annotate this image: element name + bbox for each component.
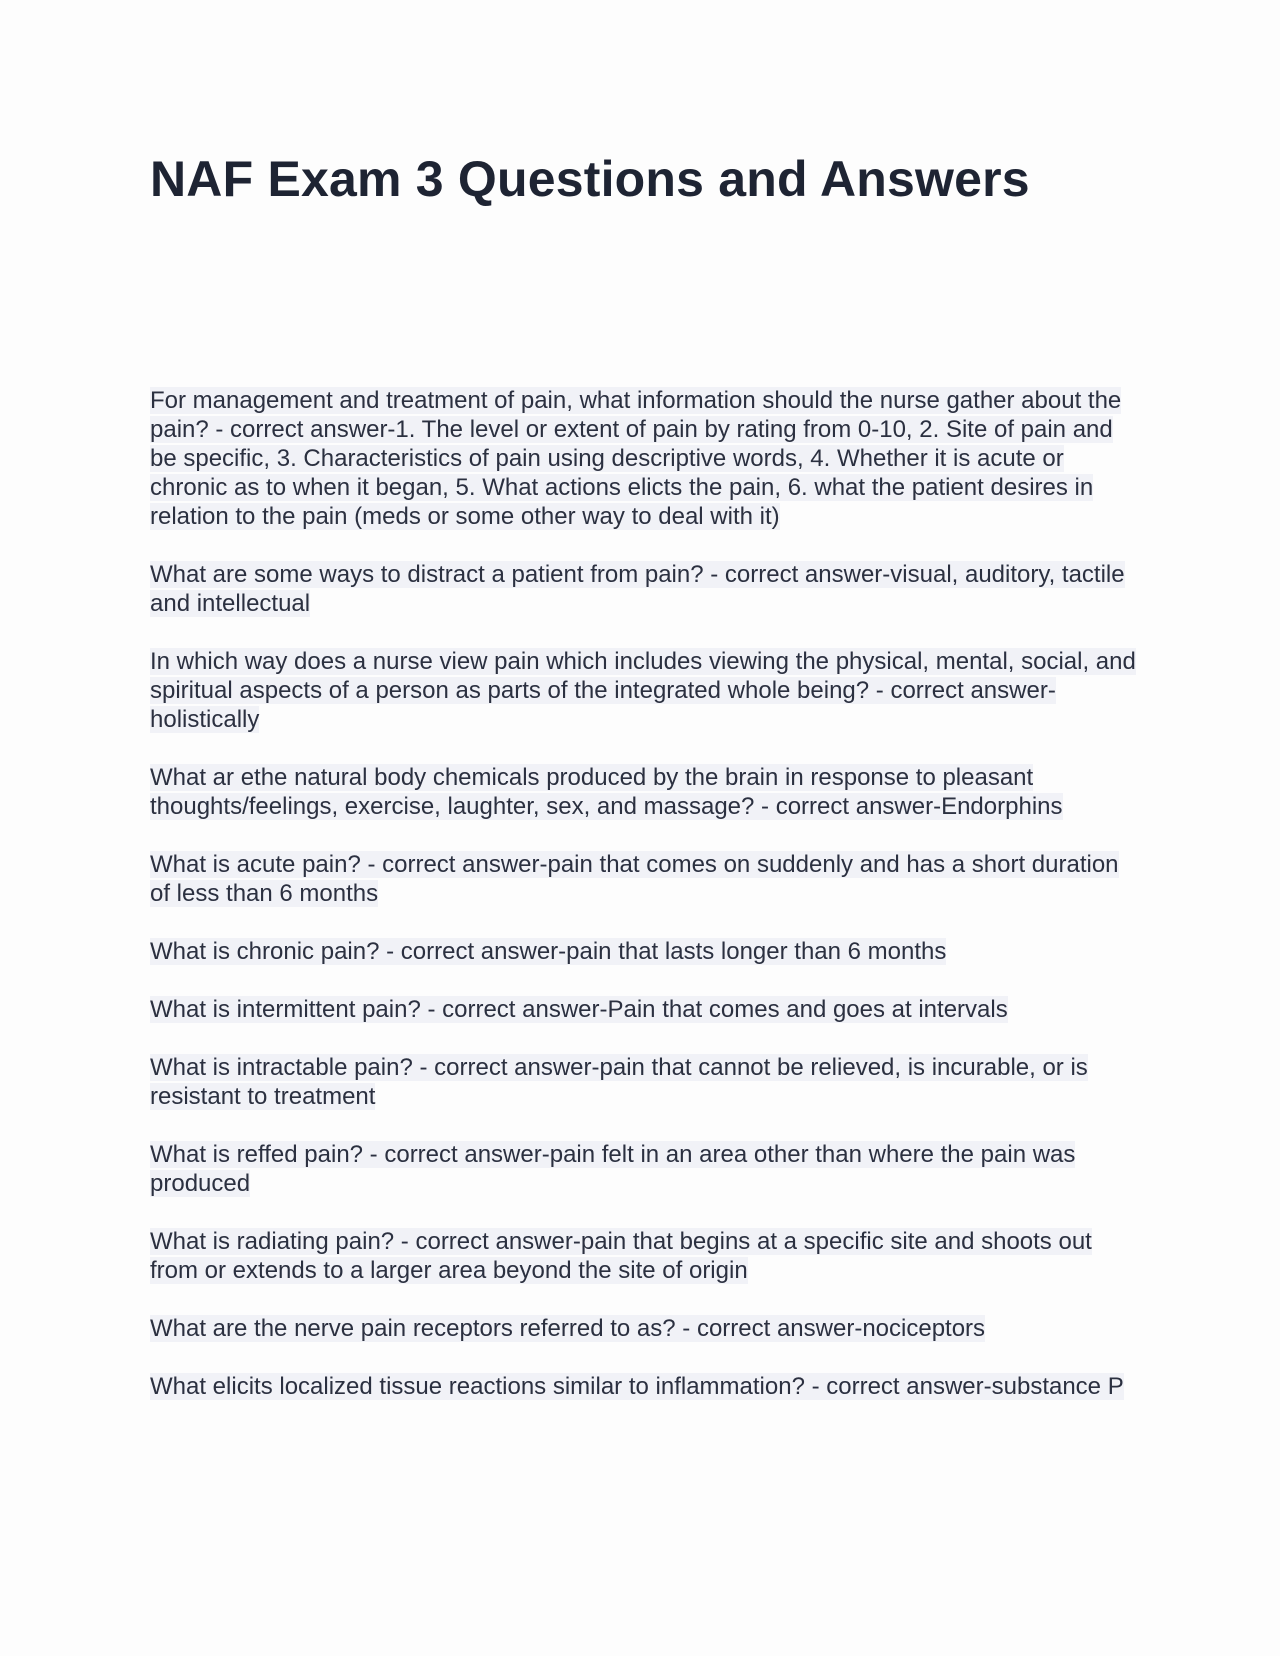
qa-item	[150, 647, 1140, 734]
qa-item	[150, 763, 1140, 821]
qa-item	[150, 1372, 1140, 1401]
qa-text: What elicits localized tissue reactions similar to inflammation? - correct answer-substance P	[150, 1373, 1124, 1400]
qa-text: For management and treatment of pain, what information should the nurse gather about the pain? - correct answer-1. The level or extent of pain by rating from 0-10, 2. Site of pain and be specific, 3. Characteristics of pain using descriptive words, 4. Whether it is acute or chronic as to when it began, 5. What actions elicts the pain, 6. what the patient desires in relation to the pain (meds or some other way to deal with it)	[150, 387, 1122, 530]
qa-item	[150, 1053, 1140, 1111]
qa-item	[150, 1314, 1140, 1343]
document-title: NAF Exam 3 Questions and Answers	[150, 151, 1030, 207]
qa-item	[150, 1140, 1140, 1198]
qa-text: What is reffed pain? - correct answer-pain felt in an area other than where the pain was produced	[150, 1141, 1076, 1197]
qa-item	[150, 995, 1140, 1024]
qa-text: What is intermittent pain? - correct answer-Pain that comes and goes at intervals	[150, 996, 1008, 1023]
qa-text: What are the nerve pain receptors referred to as? - correct answer-nociceptors	[150, 1315, 986, 1342]
qa-item	[150, 850, 1140, 908]
qa-item	[150, 560, 1140, 618]
qa-text: What are some ways to distract a patient from pain? - correct answer-visual, auditory, tactile and intellectual	[150, 561, 1125, 617]
qa-text: In which way does a nurse view pain which includes viewing the physical, mental, social, and spiritual aspects of a person as parts of the integrated whole being? - correct answer-holistically	[150, 648, 1136, 733]
qa-text: What ar ethe natural body chemicals produced by the brain in response to pleasant thoughts/feelings, exercise, laughter, sex, and massage? - correct answer-Endorphins	[150, 764, 1063, 820]
qa-text: What is intractable pain? - correct answer-pain that cannot be relieved, is incurable, or is resistant to treatment	[150, 1054, 1088, 1110]
qa-item	[150, 1227, 1140, 1285]
qa-list	[150, 386, 1140, 1430]
qa-text: What is radiating pain? - correct answer-pain that begins at a specific site and shoots out from or extends to a larger area beyond the site of origin	[150, 1228, 1092, 1284]
qa-item	[150, 386, 1140, 531]
qa-item	[150, 937, 1140, 966]
qa-text: What is acute pain? - correct answer-pain that comes on suddenly and has a short duration of less than 6 months	[150, 851, 1119, 907]
qa-text: What is chronic pain? - correct answer-pain that lasts longer than 6 months	[150, 938, 947, 965]
